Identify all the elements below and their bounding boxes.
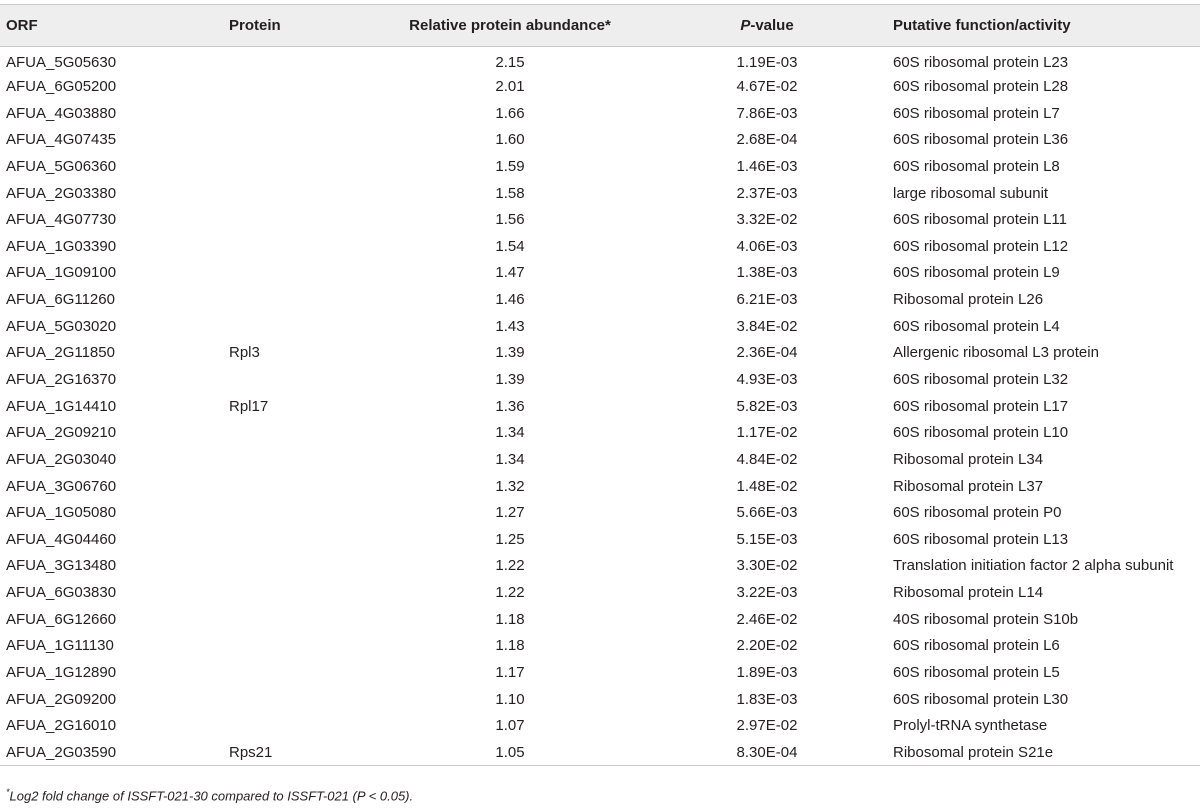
cell-pvalue: 5.82E-03 — [736, 397, 798, 415]
cell-pvalue: 2.37E-03 — [736, 184, 798, 202]
cell-function: 60S ribosomal protein L6 — [893, 637, 1060, 655]
cell-function: 60S ribosomal protein L10 — [893, 424, 1069, 442]
table-row — [0, 419, 1200, 446]
table-row — [0, 47, 1200, 74]
cell-function: 60S ribosomal protein L30 — [893, 690, 1069, 708]
cell-pvalue: 5.66E-03 — [736, 504, 798, 522]
cell-function: 60S ribosomal protein L11 — [893, 211, 1067, 229]
cell-abundance: 1.22 — [495, 557, 525, 575]
cell-orf: AFUA_2G16370 — [6, 371, 117, 388]
cell-pvalue: 1.89E-03 — [736, 664, 798, 682]
cell-protein — [223, 153, 373, 180]
cell-pvalue: 4.67E-02 — [736, 77, 798, 95]
cell-orf: AFUA_1G12890 — [6, 664, 117, 682]
table-row — [0, 153, 1200, 180]
table-row — [0, 233, 1200, 260]
cell-abundance: 1.07 — [495, 717, 525, 735]
cell-orf: AFUA_2G11850 — [6, 344, 115, 362]
cell-function: 60S ribosomal protein L13 — [893, 530, 1069, 548]
cell-abundance: 1.36 — [495, 397, 525, 415]
table-row — [0, 606, 1200, 633]
cell-protein — [223, 260, 373, 287]
table-row — [0, 340, 1200, 367]
cell-orf: AFUA_4G07435 — [6, 131, 117, 149]
cell-function: large ribosomal subunit — [893, 184, 1049, 202]
cell-protein — [223, 579, 373, 606]
cell-orf: AFUA_4G03880 — [6, 104, 117, 122]
cell-function: 60S ribosomal protein L32 — [893, 371, 1069, 388]
cell-abundance: 2.15 — [495, 53, 525, 71]
table-row — [0, 73, 1200, 100]
cell-protein — [223, 606, 373, 633]
cell-protein — [223, 366, 373, 393]
footnote — [6, 787, 413, 803]
cell-function: Ribosomal protein S21e — [887, 739, 1200, 766]
cell-protein — [223, 233, 373, 260]
cell-abundance: 1.22 — [495, 584, 525, 602]
cell-orf: AFUA_3G06760 — [6, 477, 117, 495]
cell-function: 60S ribosomal protein L17 — [893, 397, 1069, 415]
cell-pvalue: 1.46E-03 — [736, 157, 798, 175]
cell-orf: AFUA_1G14410 — [6, 397, 117, 415]
cell-orf: AFUA_6G03830 — [6, 584, 117, 602]
cell-pvalue: 2.36E-04 — [736, 344, 798, 362]
header-orf: ORF — [0, 5, 223, 47]
cell-function: 60S ribosomal protein L5 — [893, 664, 1060, 682]
table-row — [0, 366, 1200, 393]
table-row — [0, 126, 1200, 153]
cell-protein — [223, 713, 373, 740]
cell-orf: AFUA_4G07730 — [6, 211, 117, 229]
header-protein: Protein — [223, 5, 373, 47]
cell-pvalue: 1.83E-03 — [736, 690, 798, 708]
cell-abundance: 1.18 — [495, 610, 525, 628]
cell-function: Ribosomal protein L14 — [893, 584, 1044, 602]
table-row — [0, 526, 1200, 553]
cell-orf: AFUA_1G05080 — [6, 504, 117, 522]
cell-function: Prolyl-tRNA synthetase — [893, 717, 1048, 735]
cell-protein: Rpl3 — [229, 344, 260, 362]
footnote-mark: * — [6, 787, 10, 797]
cell-abundance: 1.10 — [495, 690, 525, 708]
cell-orf: AFUA_6G11260 — [6, 291, 115, 309]
cell-protein — [223, 686, 373, 713]
cell-pvalue: 4.84E-02 — [736, 450, 798, 468]
cell-abundance: 1.47 — [495, 264, 525, 282]
cell-protein — [223, 526, 373, 553]
table-row — [0, 180, 1200, 207]
table-row — [0, 100, 1200, 127]
cell-protein — [223, 100, 373, 127]
cell-pvalue: 1.19E-03 — [736, 53, 798, 71]
cell-orf: AFUA_2G09210 — [6, 424, 117, 442]
table-row — [0, 260, 1200, 287]
cell-abundance: 1.66 — [495, 104, 525, 122]
cell-protein — [223, 126, 373, 153]
cell-pvalue: 3.32E-02 — [736, 211, 798, 229]
header-function: Putative function/activity — [887, 5, 1200, 47]
cell-orf: AFUA_6G05200 — [6, 77, 117, 95]
cell-orf: AFUA_4G04460 — [6, 530, 117, 548]
header-abundance: Relative protein abundance* — [373, 5, 647, 47]
cell-orf: AFUA_1G03390 — [6, 237, 117, 255]
table-row — [0, 686, 1200, 713]
cell-pvalue: 2.20E-02 — [736, 637, 798, 655]
cell-abundance: 1.34 — [495, 424, 525, 442]
header-pvalue-italic: P — [740, 17, 751, 34]
cell-function: 60S ribosomal protein L9 — [893, 264, 1060, 282]
table-row — [0, 446, 1200, 473]
cell-function: Ribosomal protein L37 — [893, 477, 1044, 495]
cell-orf: AFUA_2G16010 — [6, 717, 117, 735]
table-row — [0, 659, 1200, 686]
cell-abundance: 2.01 — [495, 77, 525, 95]
table-body — [0, 47, 1200, 766]
cell-abundance: 1.27 — [495, 504, 525, 522]
cell-function: Translation initiation factor 2 alpha subunit — [893, 557, 1174, 575]
cell-function: Allergenic ribosomal L3 protein — [893, 344, 1099, 362]
cell-orf: AFUA_1G11130 — [6, 637, 114, 655]
cell-protein — [223, 419, 373, 446]
cell-abundance: 1.59 — [495, 157, 525, 175]
cell-pvalue: 2.46E-02 — [736, 610, 798, 628]
cell-pvalue: 8.30E-04 — [647, 739, 887, 766]
cell-abundance: 1.25 — [495, 530, 525, 548]
table-row — [0, 553, 1200, 580]
cell-function: 60S ribosomal protein P0 — [893, 504, 1062, 522]
cell-abundance: 1.39 — [495, 344, 525, 362]
cell-function: Ribosomal protein L34 — [893, 450, 1044, 468]
cell-abundance: 1.58 — [495, 184, 525, 202]
cell-orf: AFUA_2G03380 — [6, 184, 117, 202]
table-row — [0, 286, 1200, 313]
cell-abundance: 1.46 — [495, 291, 525, 309]
table-row — [0, 393, 1200, 420]
table-row — [0, 313, 1200, 340]
cell-protein — [223, 313, 373, 340]
cell-protein — [223, 553, 373, 580]
cell-orf: AFUA_2G09200 — [6, 690, 117, 708]
cell-abundance: 1.54 — [495, 237, 525, 255]
cell-abundance: 1.56 — [495, 211, 525, 229]
cell-abundance: 1.18 — [495, 637, 525, 655]
cell-pvalue: 3.30E-02 — [736, 557, 798, 575]
cell-pvalue: 5.15E-03 — [736, 530, 798, 548]
cell-orf: AFUA_2G03040 — [6, 450, 117, 468]
header-pvalue-suffix: -value — [750, 17, 794, 34]
cell-abundance: 1.39 — [495, 371, 525, 388]
cell-function: 60S ribosomal protein L8 — [893, 157, 1060, 175]
cell-orf: AFUA_5G06360 — [6, 157, 117, 175]
cell-abundance: 1.17 — [495, 664, 525, 682]
table-row — [0, 633, 1200, 660]
cell-abundance: 1.32 — [495, 477, 525, 495]
table-row — [0, 579, 1200, 606]
cell-protein — [223, 446, 373, 473]
cell-protein — [223, 206, 373, 233]
cell-protein — [223, 73, 373, 100]
cell-function: 40S ribosomal protein S10b — [893, 610, 1079, 628]
cell-function: Ribosomal protein L26 — [893, 291, 1044, 309]
header-row — [0, 5, 1200, 47]
cell-orf: AFUA_1G09100 — [6, 264, 117, 282]
cell-abundance: 1.05 — [373, 739, 647, 766]
cell-function: 60S ribosomal protein L7 — [893, 104, 1060, 122]
cell-abundance: 1.43 — [495, 317, 525, 335]
table-row — [0, 713, 1200, 740]
table-row — [0, 206, 1200, 233]
cell-protein — [223, 180, 373, 207]
cell-pvalue: 2.68E-04 — [736, 131, 798, 149]
cell-abundance: 1.60 — [495, 131, 525, 149]
table-row — [0, 473, 1200, 500]
cell-protein: Rps21 — [223, 739, 373, 766]
cell-protein — [223, 473, 373, 500]
cell-orf: AFUA_5G05630 — [6, 53, 117, 71]
cell-pvalue: 1.48E-02 — [736, 477, 798, 495]
cell-pvalue: 1.38E-03 — [736, 264, 798, 282]
cell-pvalue: 3.84E-02 — [736, 317, 798, 335]
cell-protein: Rpl17 — [229, 397, 269, 415]
cell-abundance: 1.34 — [495, 450, 525, 468]
header-pvalue — [647, 5, 887, 47]
cell-function: 60S ribosomal protein L28 — [893, 77, 1069, 95]
cell-pvalue: 1.17E-02 — [736, 424, 798, 442]
cell-protein — [223, 659, 373, 686]
cell-protein — [223, 47, 373, 74]
cell-protein — [223, 499, 373, 526]
cell-orf: AFUA_3G13480 — [6, 557, 117, 575]
cell-function: 60S ribosomal protein L36 — [893, 131, 1069, 149]
table-row — [0, 499, 1200, 526]
cell-protein — [223, 286, 373, 313]
cell-pvalue: 6.21E-03 — [736, 291, 798, 309]
cell-pvalue: 3.22E-03 — [736, 584, 798, 602]
cell-orf: AFUA_5G03020 — [6, 317, 117, 335]
protein-table — [0, 4, 1200, 766]
cell-protein — [223, 633, 373, 660]
cell-pvalue: 4.93E-03 — [736, 371, 798, 388]
cell-function: 60S ribosomal protein L12 — [893, 237, 1069, 255]
cell-pvalue: 4.06E-03 — [736, 237, 798, 255]
table-row — [0, 739, 1200, 766]
cell-orf: AFUA_2G03590 — [0, 739, 223, 766]
footnote-text: Log2 fold change of ISSFT-021-30 compared to ISSFT-021 (P < 0.05). — [9, 788, 414, 804]
cell-function: 60S ribosomal protein L23 — [893, 53, 1069, 71]
cell-pvalue: 7.86E-03 — [736, 104, 798, 122]
cell-function: 60S ribosomal protein L4 — [893, 317, 1060, 335]
cell-pvalue: 2.97E-02 — [736, 717, 798, 735]
cell-orf: AFUA_6G12660 — [6, 610, 117, 628]
